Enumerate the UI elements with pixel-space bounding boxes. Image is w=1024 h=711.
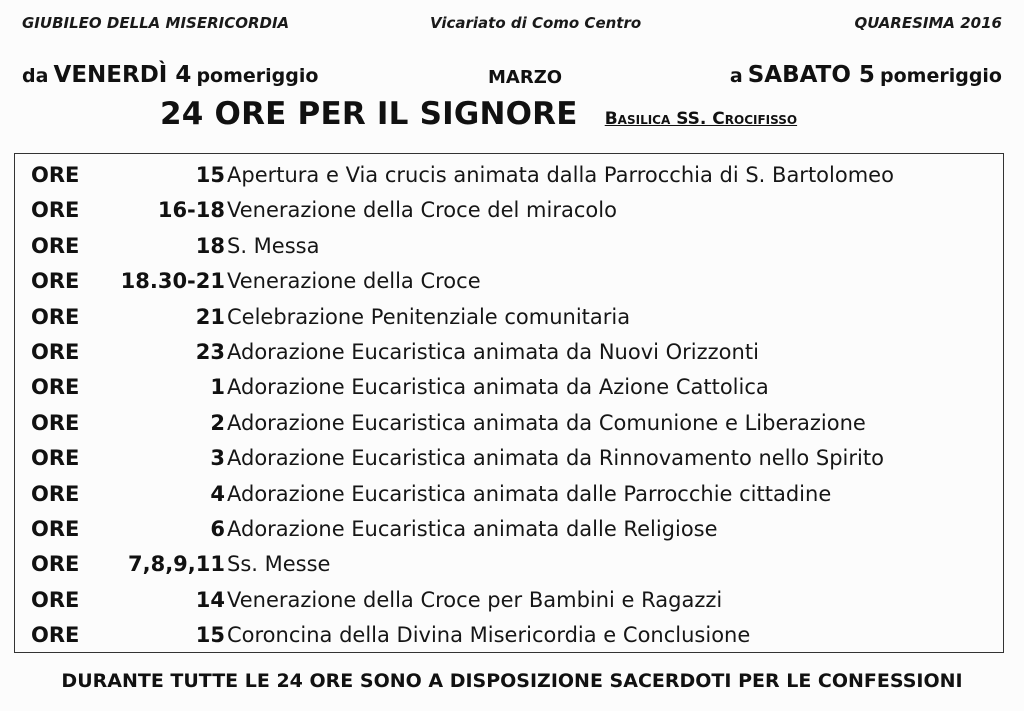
start-day: VENERDÌ 4 (53, 62, 192, 88)
hour-label: ORE (31, 552, 80, 577)
schedule-row (15, 512, 1003, 547)
hour-label: ORE (31, 304, 80, 329)
hour-value: 3 (210, 446, 225, 471)
hour-value: 6 (210, 516, 225, 541)
end-suffix: pomeriggio (880, 65, 1002, 87)
event-description: Adorazione Eucaristica animata da Rinnovamento nello Spirito (227, 446, 884, 471)
event-description: Adorazione Eucaristica animata da Nuovi Orizzonti (227, 339, 759, 364)
lent-heading: QUARESIMA 2016 (854, 14, 1002, 32)
hour-label: ORE (31, 481, 80, 506)
schedule-row (15, 335, 1003, 370)
schedule-row (15, 229, 1003, 264)
schedule-row (15, 618, 1003, 653)
header-line (22, 14, 1002, 38)
hour-value: 14 (195, 587, 225, 612)
hour-label: ORE (31, 269, 80, 294)
hour-value: 23 (195, 339, 225, 364)
hour-value: 4 (210, 481, 225, 506)
hour-value: 1 (210, 375, 225, 400)
hour-value: 7,8,9,11 (128, 552, 225, 577)
hour-label: ORE (31, 623, 80, 648)
start-date (22, 62, 318, 88)
hour-label: ORE (31, 516, 80, 541)
hour-label: ORE (31, 587, 80, 612)
hour-value: 21 (195, 304, 225, 329)
end-date (730, 62, 1002, 88)
event-description: Coroncina della Divina Misericordia e Conclusione (227, 623, 751, 648)
location-label: Basilica SS. Crocifisso (604, 109, 798, 129)
event-description: Ss. Messe (227, 552, 331, 577)
confession-notice: DURANTE TUTTE LE 24 ORE SONO A DISPOSIZIONE SACERDOTI PER LE CONFESSIONI (61, 670, 963, 692)
event-description: Apertura e Via crucis animata dalla Parrocchia di S. Bartolomeo (227, 163, 894, 187)
schedule-row (15, 583, 1003, 618)
event-description: Venerazione della Croce del miracolo (227, 198, 617, 223)
hour-label: ORE (31, 410, 80, 435)
hour-label: ORE (31, 163, 80, 187)
title-line (160, 96, 797, 138)
schedule-row (15, 158, 1003, 193)
start-suffix: pomeriggio (196, 65, 319, 87)
hour-label: ORE (31, 339, 80, 364)
schedule-row (15, 264, 1003, 299)
hour-label: ORE (31, 375, 80, 400)
start-prefix: da (22, 65, 49, 87)
hour-value: 18 (195, 233, 225, 258)
schedule-row (15, 406, 1003, 441)
schedule-row (15, 441, 1003, 476)
hour-value: 2 (210, 410, 225, 435)
hour-value: 18.30-21 (120, 269, 225, 294)
page-title: 24 ORE PER IL SIGNORE (160, 96, 578, 132)
event-description: Venerazione della Croce per Bambini e Ragazzi (227, 587, 723, 612)
event-description: Adorazione Eucaristica animata da Comunione e Liberazione (227, 410, 866, 435)
end-prefix: a (729, 65, 743, 87)
schedule-row (15, 370, 1003, 405)
hour-label: ORE (31, 198, 80, 223)
hour-value: 16-18 (157, 198, 225, 223)
event-description: Venerazione della Croce (227, 269, 481, 294)
end-day: SABATO 5 (747, 62, 875, 88)
month-label: MARZO (488, 67, 563, 88)
event-description: Adorazione Eucaristica animata da Azione Cattolica (227, 375, 769, 400)
event-description: Adorazione Eucaristica animata dalle Religiose (227, 516, 718, 541)
schedule-row (15, 193, 1003, 228)
schedule-table (14, 153, 1004, 653)
schedule-row (15, 477, 1003, 512)
date-line (22, 56, 1002, 88)
hour-label: ORE (31, 446, 80, 471)
event-description: Adorazione Eucaristica animata dalle Parrocchie cittadine (227, 481, 832, 506)
schedule-row (15, 547, 1003, 582)
hour-value: 15 (195, 163, 225, 187)
event-description: S. Messa (227, 233, 320, 258)
jubilee-heading: GIUBILEO DELLA MISERICORDIA (22, 14, 290, 32)
hour-value: 15 (195, 623, 225, 648)
event-description: Celebrazione Penitenziale comunitaria (227, 304, 631, 329)
hour-label: ORE (31, 233, 80, 258)
vicariate-heading: Vicariato di Como Centro (430, 14, 642, 32)
schedule-row (15, 300, 1003, 335)
